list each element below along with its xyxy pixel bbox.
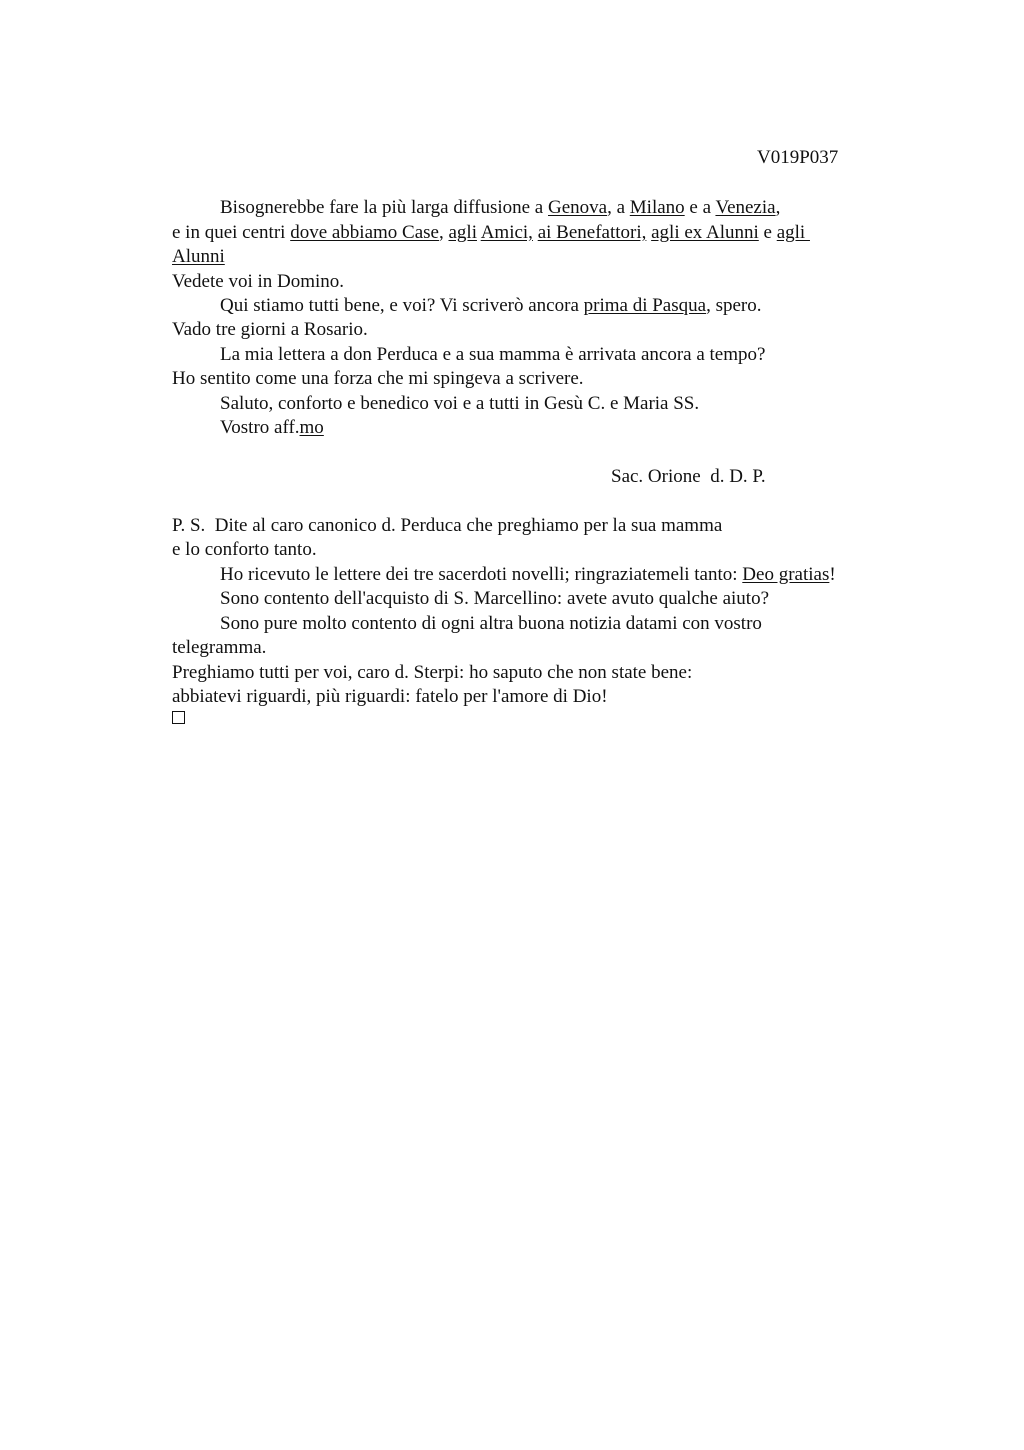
letter-line-6: Vado tre giorni a Rosario. (172, 319, 368, 340)
end-square-icon (172, 711, 185, 724)
postscript-line-8: abbiatevi riguardi, più riguardi: fatelo per l'amore di Dio! (172, 686, 608, 707)
text-run: , (438, 222, 449, 243)
postscript-line-1: P. S. Dite al caro canonico d. Perduca che preghiamo per la sua mamma (172, 515, 723, 536)
letter-line-2 (172, 221, 810, 245)
letter-line-9: Saluto, conforto e benedico voi e a tutti in Gesù C. e Maria SS. (220, 393, 700, 414)
underlined-text: agli (448, 222, 477, 243)
text-run: e in quei centri (172, 222, 291, 243)
underlined-text: agli ex Alunni (651, 222, 759, 243)
postscript-line-5: Sono pure molto contento di ogni altra buona notizia datami con vostro (220, 613, 762, 634)
underlined-text: Milano (629, 197, 685, 218)
document-code: V019P037 (757, 147, 839, 168)
underlined-text: ai Benefattori, (537, 222, 647, 243)
underlined-text: dove abbiamo Case (290, 222, 439, 243)
postscript-line-4: Sono contento dell'acquisto di S. Marcellino: avete avuto qualche aiuto? (220, 588, 769, 609)
postscript-line-2: e lo conforto tanto. (172, 539, 317, 560)
postscript-line-6: telegramma. (172, 637, 267, 658)
underlined-text: prima di Pasqua (583, 295, 707, 316)
letter-line-3: Alunni (172, 246, 225, 267)
underlined-text: Genova (548, 197, 608, 218)
text-run: , spero. (706, 295, 762, 316)
letter-line-4: Vedete voi in Domino. (172, 271, 345, 292)
underlined-text: mo (299, 417, 324, 438)
underlined-text: Deo gratias (742, 564, 830, 585)
underlined-text: agli (776, 222, 810, 243)
letter-line-5 (220, 294, 761, 318)
text-run: Ho ricevuto le lettere dei tre sacerdoti novelli; ringraziatemeli tanto: (220, 564, 743, 585)
letter-line-1 (220, 196, 780, 220)
postscript-line-3 (220, 563, 836, 587)
text-run: Vostro aff. (220, 417, 300, 438)
text-run: Bisognerebbe fare la più larga diffusione a (220, 197, 548, 218)
signature: Sac. Orione d. D. P. (611, 466, 766, 487)
text-run: Qui stiamo tutti bene, e voi? Vi scriverò ancora (220, 295, 584, 316)
text-run: , a (607, 197, 630, 218)
text-run: ! (829, 564, 836, 585)
letter-line-7: La mia lettera a don Perduca e a sua mamma è arrivata ancora a tempo? (220, 344, 766, 365)
underlined-text: Amici, (480, 222, 533, 243)
text-run: e (758, 222, 777, 243)
letter-line-8: Ho sentito come una forza che mi spingeva a scrivere. (172, 368, 584, 389)
text-run: , (775, 197, 781, 218)
text-run: e a (684, 197, 716, 218)
letter-closing (220, 416, 324, 440)
underlined-text: Venezia (715, 197, 776, 218)
postscript-line-7: Preghiamo tutti per voi, caro d. Sterpi: ho saputo che non state bene: (172, 662, 693, 683)
